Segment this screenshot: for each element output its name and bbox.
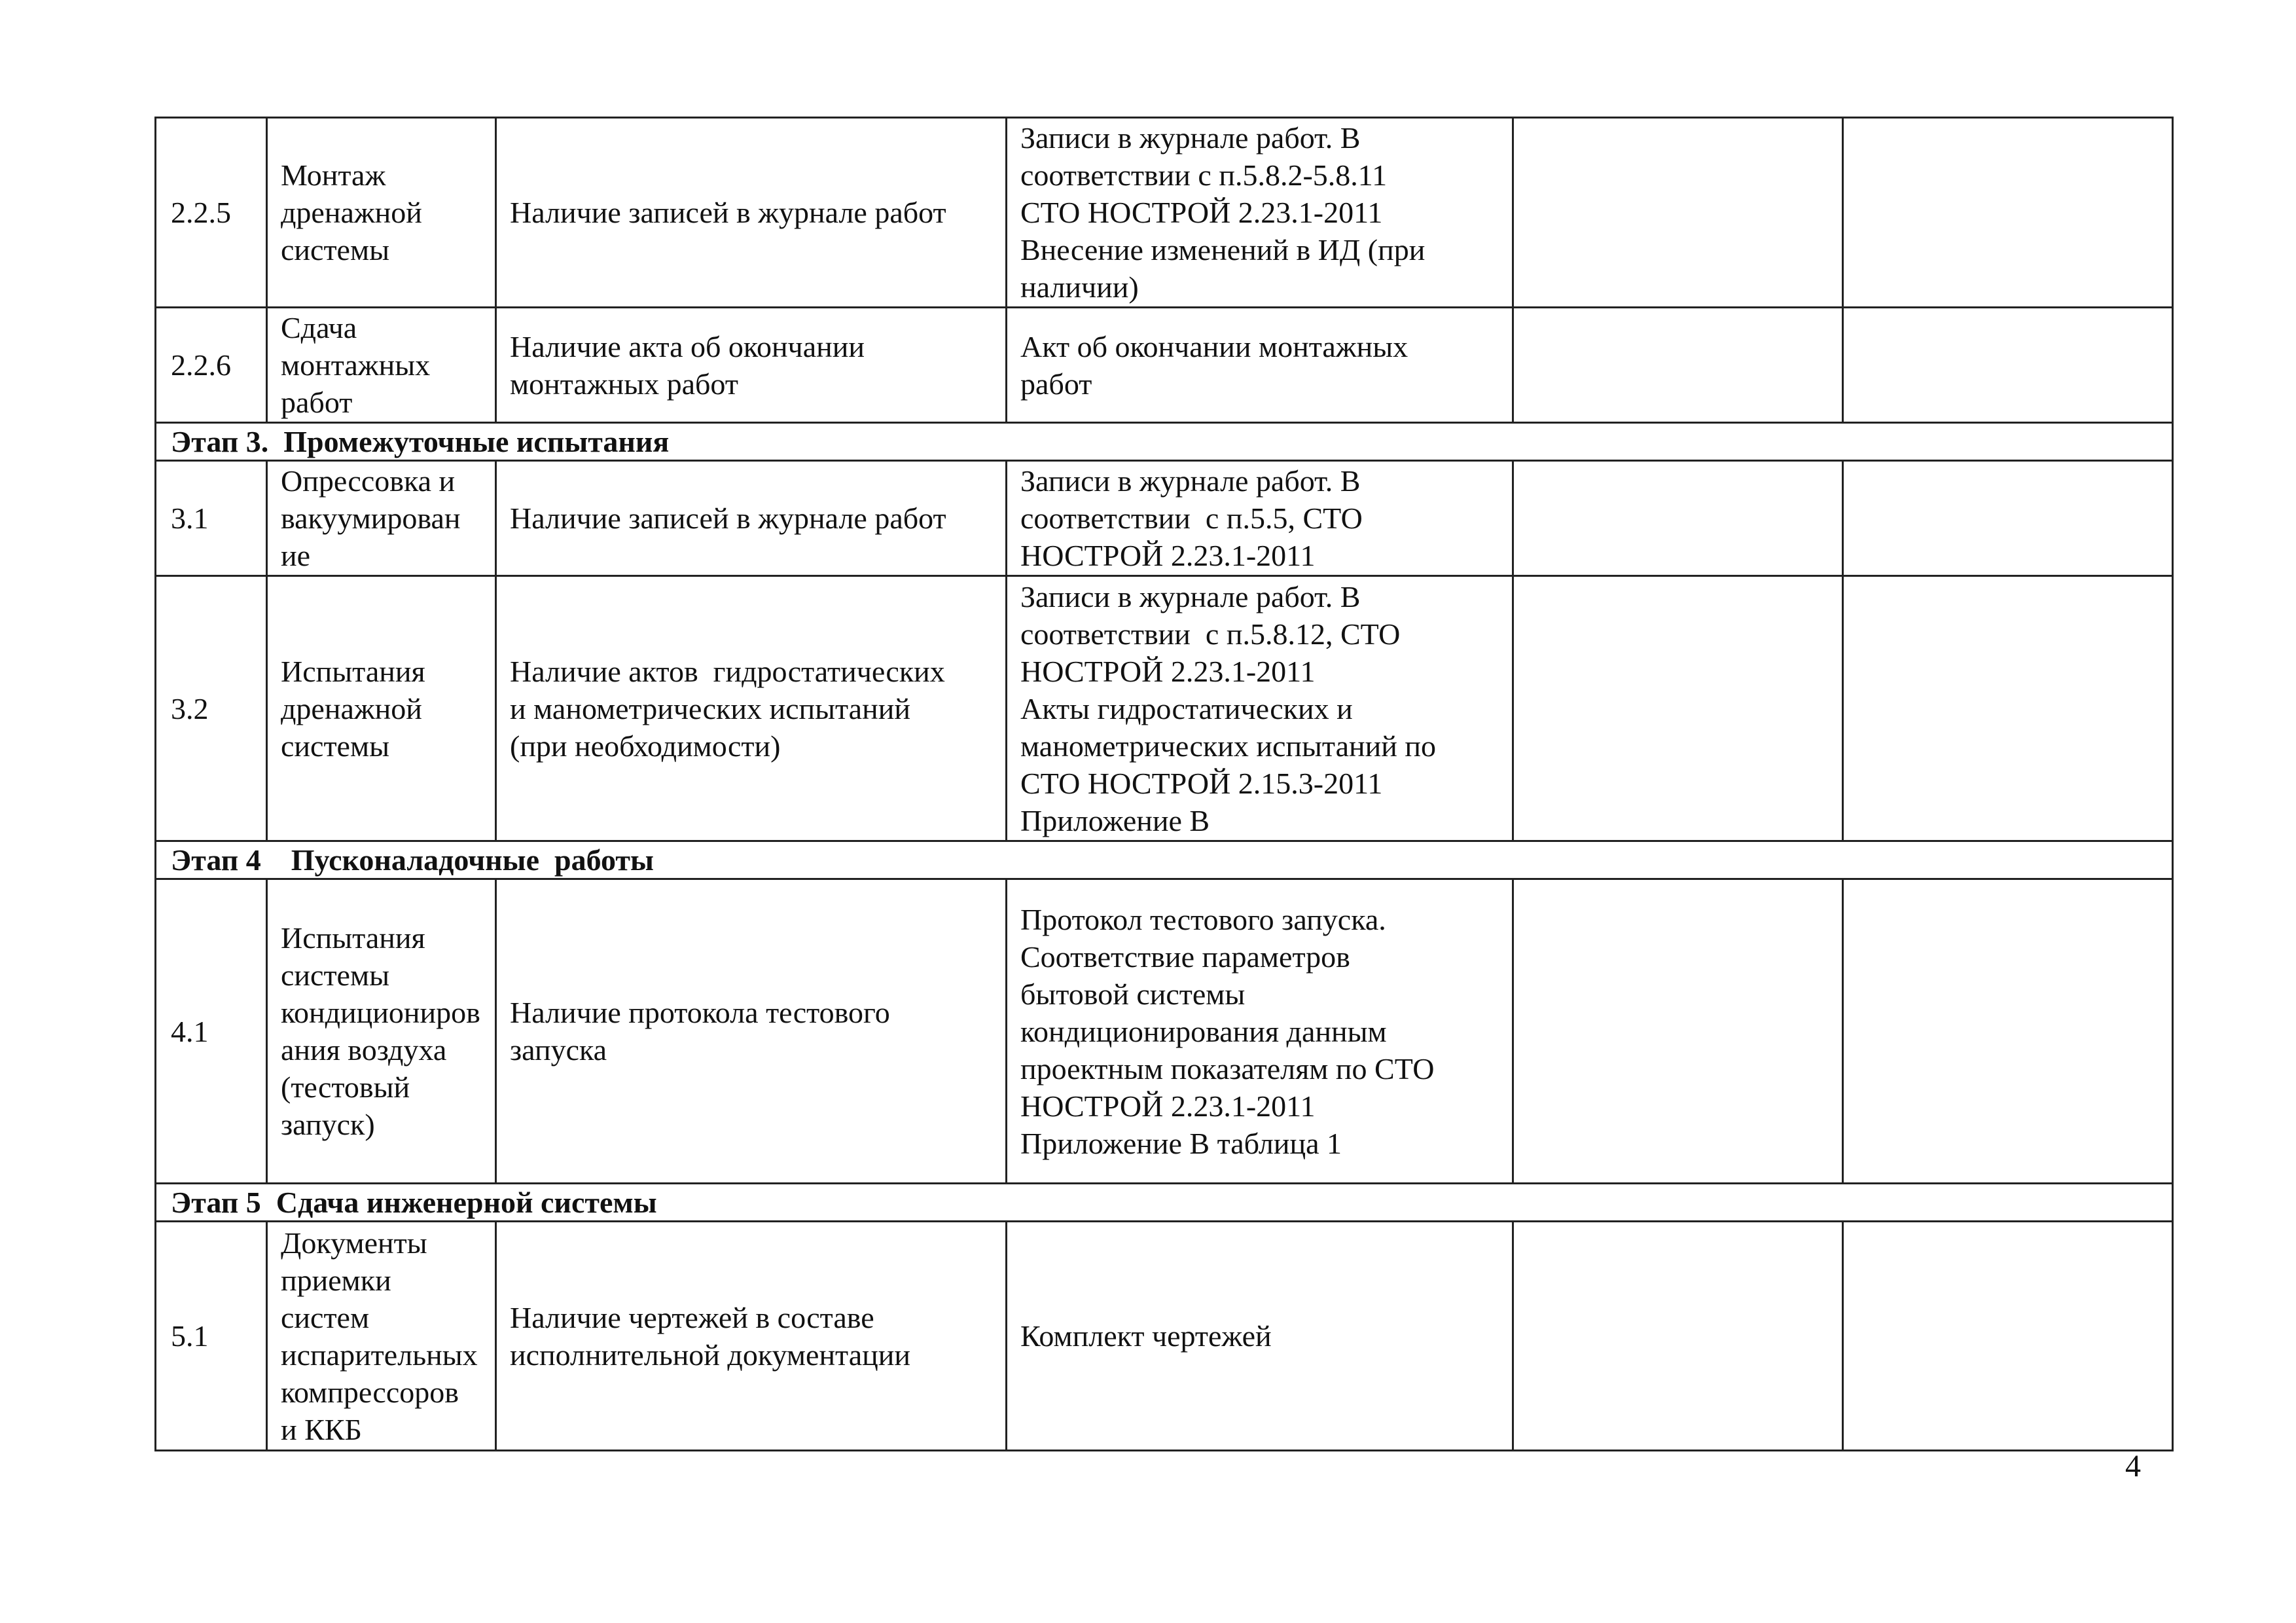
inspection-table — [154, 117, 2174, 1451]
stage-heading: Этап 4 Пусконаладочные работы — [156, 841, 2173, 879]
item-check: Наличие чертежей в составе исполнительной документации — [496, 1222, 1007, 1451]
table-row — [156, 576, 2173, 841]
stage-row — [156, 1184, 2173, 1222]
table-row — [156, 308, 2173, 423]
empty-cell — [1513, 1222, 1843, 1451]
empty-cell — [1513, 461, 1843, 576]
item-number: 2.2.5 — [156, 118, 267, 308]
item-documents: Комплект чертежей — [1007, 1222, 1513, 1451]
item-name: Испытания системы кондициониров ания воздуха (тестовый запуск) — [267, 879, 496, 1184]
stage-row — [156, 423, 2173, 461]
empty-cell — [1513, 308, 1843, 423]
item-check: Наличие акта об окончании монтажных работ — [496, 308, 1007, 423]
item-number: 3.2 — [156, 576, 267, 841]
table-row — [156, 1222, 2173, 1451]
empty-cell — [1843, 576, 2173, 841]
empty-cell — [1843, 118, 2173, 308]
item-number: 2.2.6 — [156, 308, 267, 423]
table-row — [156, 461, 2173, 576]
empty-cell — [1843, 461, 2173, 576]
item-documents: Акт об окончании монтажных работ — [1007, 308, 1513, 423]
empty-cell — [1513, 118, 1843, 308]
item-check: Наличие записей в журнале работ — [496, 118, 1007, 308]
table-row — [156, 879, 2173, 1184]
stage-heading: Этап 3. Промежуточные испытания — [156, 423, 2173, 461]
item-name: Монтаж дренажной системы — [267, 118, 496, 308]
item-name: Сдача монтажных работ — [267, 308, 496, 423]
item-check: Наличие протокола тестового запуска — [496, 879, 1007, 1184]
stage-row — [156, 841, 2173, 879]
stage-heading: Этап 5 Сдача инженерной системы — [156, 1184, 2173, 1222]
page-number: 4 — [2125, 1449, 2141, 1484]
empty-cell — [1513, 879, 1843, 1184]
empty-cell — [1843, 1222, 2173, 1451]
item-name: Документы приемки систем испарительных компрессоров и ККБ — [267, 1222, 496, 1451]
item-number: 5.1 — [156, 1222, 267, 1451]
empty-cell — [1843, 879, 2173, 1184]
item-check: Наличие записей в журнале работ — [496, 461, 1007, 576]
empty-cell — [1843, 308, 2173, 423]
item-check: Наличие актов гидростатических и манометрических испытаний (при необходимости) — [496, 576, 1007, 841]
item-number: 3.1 — [156, 461, 267, 576]
item-documents: Записи в журнале работ. В соответствии с п.5.5, СТО НОСТРОЙ 2.23.1-2011 — [1007, 461, 1513, 576]
item-documents: Записи в журнале работ. В соответствии с п.5.8.2-5.8.11 СТО НОСТРОЙ 2.23.1-2011 Внесение изменений в ИД (при наличии) — [1007, 118, 1513, 308]
item-name: Опрессовка и вакуумирован ие — [267, 461, 496, 576]
item-number: 4.1 — [156, 879, 267, 1184]
table-body — [156, 118, 2173, 1451]
item-documents: Протокол тестового запуска. Соответствие параметров бытовой системы кондиционирования данным проектным показателям по СТО НОСТРОЙ 2.23.1-2011 Приложение В таблица 1 — [1007, 879, 1513, 1184]
item-name: Испытания дренажной системы — [267, 576, 496, 841]
item-documents: Записи в журнале работ. В соответствии с п.5.8.12, СТО НОСТРОЙ 2.23.1-2011 Акты гидростатических и манометрических испытаний по СТО НОСТРОЙ 2.15.3-2011 Приложение В — [1007, 576, 1513, 841]
table-row — [156, 118, 2173, 308]
empty-cell — [1513, 576, 1843, 841]
